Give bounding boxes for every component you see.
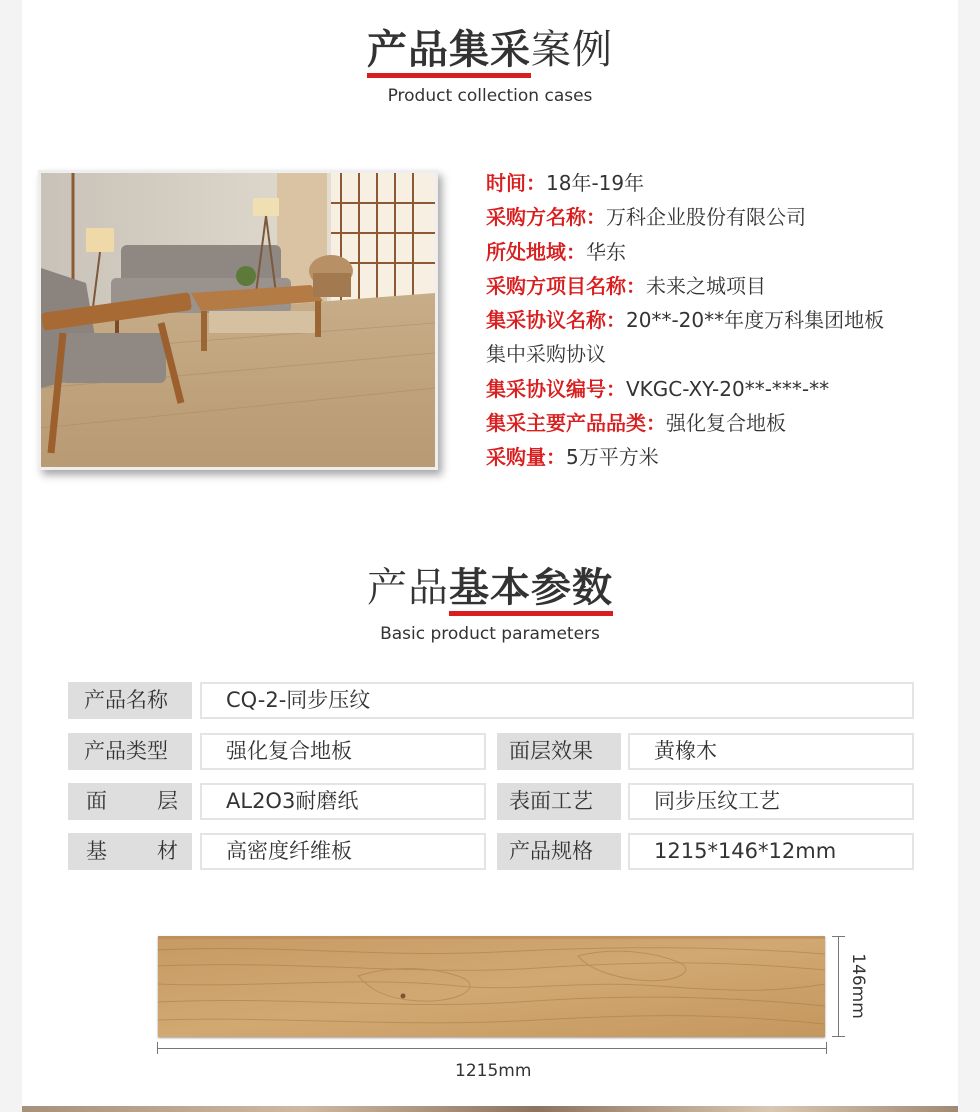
height-dimension-label: 146mm: [848, 953, 868, 1019]
params-subtitle: Basic product parameters: [380, 624, 600, 644]
collection-info-list: [486, 166, 926, 475]
info-row-agreement-number: 集采协议编号：VKGC-XY-20**-***-**: [486, 376, 830, 401]
bottom-photo-strip: [22, 1106, 958, 1112]
param-value-name: CQ-2-同步压纹: [200, 682, 914, 719]
info-row-volume: 采购量：5万平方米: [486, 445, 659, 470]
param-value-type: 强化复合地板: [200, 733, 486, 770]
param-value-surface: AL2O3耐磨纸: [200, 783, 486, 820]
living-room-photo: [38, 170, 438, 470]
info-row-region: 所处地域：华东: [486, 239, 626, 264]
param-label-effect: 面层效果: [497, 733, 621, 770]
param-label-spec: 产品规格: [497, 833, 621, 870]
width-dimension-line: [157, 1048, 827, 1049]
param-value-spec: 1215*146*12mm: [628, 833, 914, 870]
param-label-type: 产品类型: [68, 733, 192, 770]
param-value-craft: 同步压纹工艺: [628, 783, 914, 820]
param-value-effect: 黄橡木: [628, 733, 914, 770]
collection-subtitle: Product collection cases: [387, 86, 593, 106]
info-row-time: 时间：18年-19年: [486, 171, 645, 195]
collection-title-emphasis: 产品集采: [367, 27, 531, 73]
info-row-agreement-name: 集采协议名称：20**-20**年度万科集团地板: [486, 308, 885, 333]
height-dimension-tick-top: [832, 936, 845, 937]
params-title-emphasis: 基本参数: [449, 565, 613, 611]
width-dimension-label: 1215mm: [455, 1061, 532, 1081]
width-dimension-tick-right: [826, 1042, 827, 1054]
height-dimension-line: [838, 936, 839, 1037]
params-title: [0, 565, 980, 611]
height-dimension-tick-bottom: [832, 1036, 845, 1037]
info-row-main-category: 集采主要产品品类：强化复合地板: [486, 411, 786, 436]
param-label-name: 产品名称: [68, 682, 192, 719]
param-label-surface: 面 层: [68, 783, 192, 820]
info-row-buyer: 采购方名称：万科企业股份有限公司: [486, 205, 806, 230]
width-dimension-tick-left: [157, 1042, 158, 1054]
info-row-project: 采购方项目名称：未来之城项目: [486, 273, 766, 298]
param-label-base: 基 材: [68, 833, 192, 870]
params-title-rest: 产品: [367, 565, 449, 611]
collection-title-rest: 案例: [531, 27, 613, 73]
floor-board-image: [158, 936, 825, 1037]
info-row-agreement-name-cont: 集中采购协议: [486, 342, 606, 367]
param-value-base: 高密度纤维板: [200, 833, 486, 870]
param-label-craft: 表面工艺: [497, 783, 621, 820]
collection-title: [0, 27, 980, 73]
